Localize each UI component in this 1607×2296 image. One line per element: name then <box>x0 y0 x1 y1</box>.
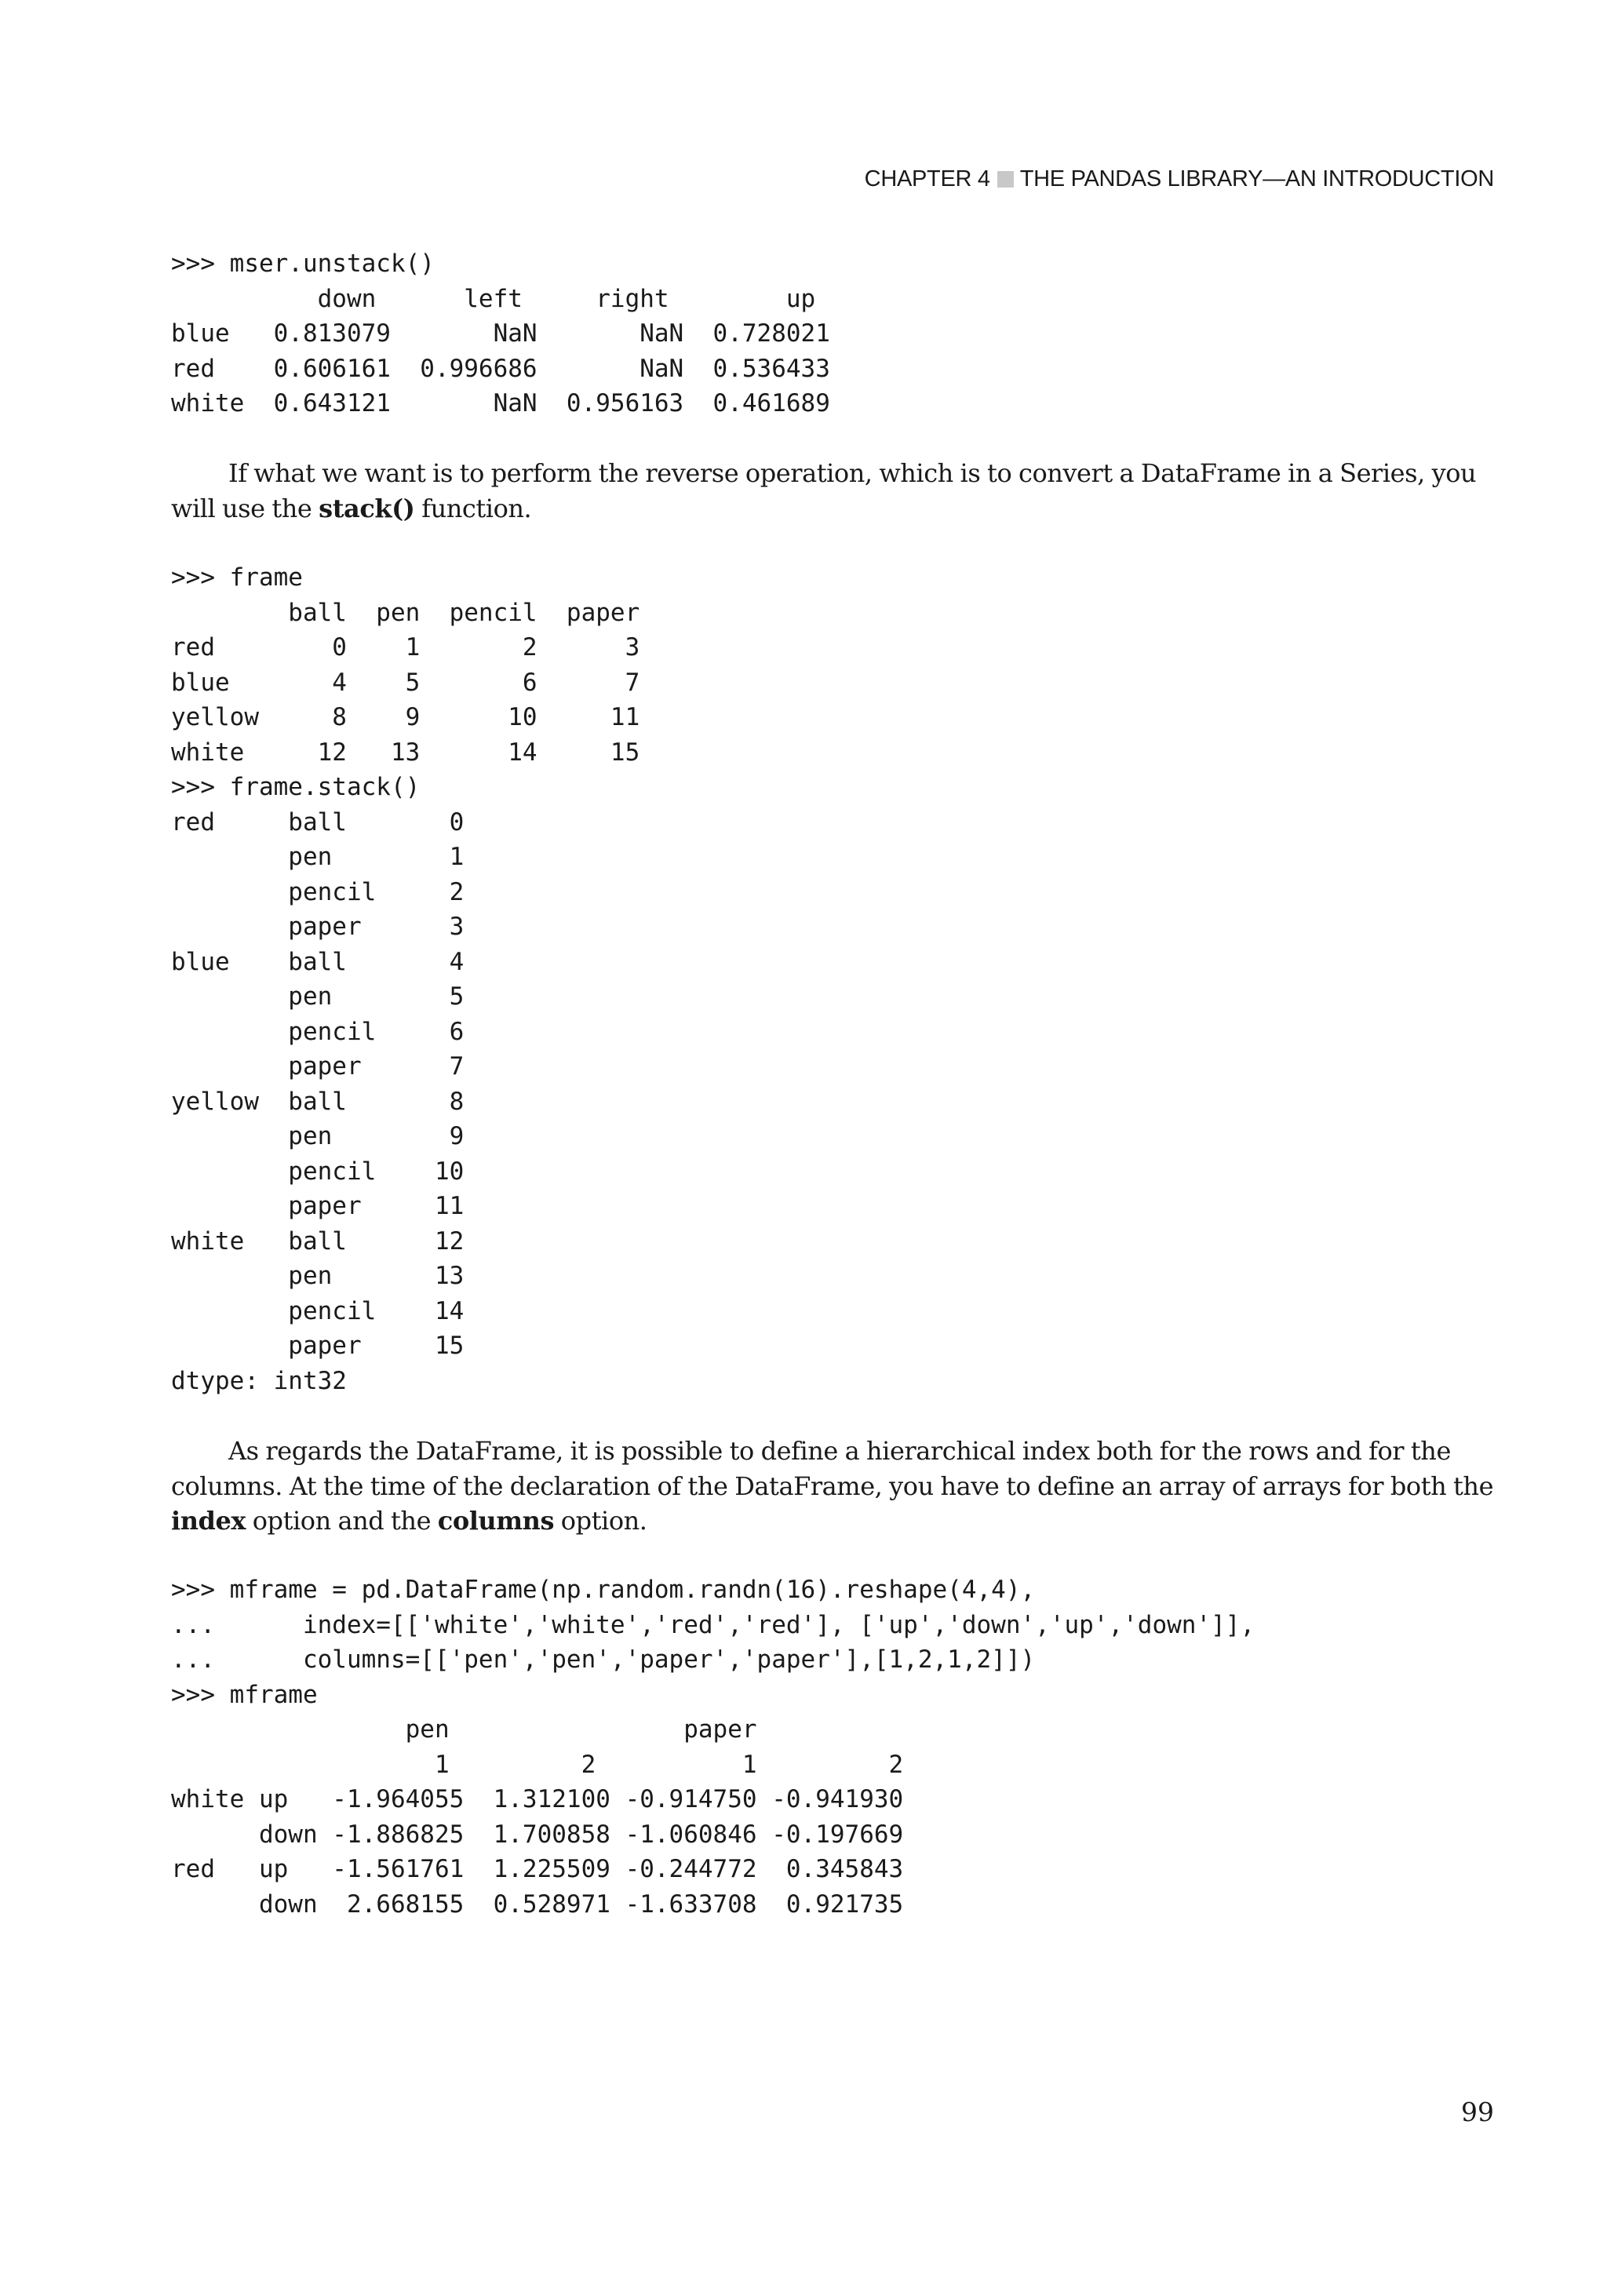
paragraph-stack-intro: If what we want is to perform the reverse operation, which is to convert a DataFrame in a Series, you will use the stack() function. <box>171 458 1477 523</box>
code-line: blue ball 4 <box>171 947 465 976</box>
chapter-label: CHAPTER 4 <box>864 166 990 191</box>
code-block-unstack <box>171 246 830 421</box>
index-option-term: index <box>171 1506 246 1536</box>
code-line: down 2.668155 0.528971 -1.633708 0.921735 <box>171 1890 904 1919</box>
code-line: down left right up <box>171 284 816 313</box>
page-number: 99 <box>1461 2097 1494 2127</box>
code-line: >>> mser.unstack() <box>171 250 435 278</box>
code-line: >>> frame <box>171 563 303 592</box>
code-line: red 0 1 2 3 <box>171 633 640 661</box>
running-header <box>865 166 1494 192</box>
code-line: >>> mframe = pd.DataFrame(np.random.randn(16).reshape(4,4), <box>171 1576 1036 1604</box>
code-line: red up -1.561761 1.225509 -0.244772 0.345843 <box>171 1855 904 1883</box>
code-line: paper 7 <box>171 1052 465 1081</box>
code-line: blue 0.813079 NaN NaN 0.728021 <box>171 319 830 348</box>
code-line: >>> mframe <box>171 1680 318 1709</box>
code-line: ball pen pencil paper <box>171 598 640 627</box>
code-line: paper 15 <box>171 1332 465 1360</box>
code-line: ... index=[['white','white','red','red'], ['up','down','up','down']], <box>171 1610 1255 1639</box>
code-line: pencil 10 <box>171 1157 465 1186</box>
code-line: down -1.886825 1.700858 -1.060846 -0.197669 <box>171 1820 904 1849</box>
chapter-title: THE PANDAS LIBRARY—AN INTRODUCTION <box>1019 166 1494 191</box>
code-line: white 12 13 14 15 <box>171 738 640 767</box>
code-line: red 0.606161 0.996686 NaN 0.536433 <box>171 354 830 383</box>
code-line: pen 13 <box>171 1262 465 1290</box>
code-block-stack <box>171 560 640 1398</box>
code-line: pen 1 <box>171 843 465 871</box>
stack-function-term: stack() <box>319 493 415 523</box>
code-line: white ball 12 <box>171 1226 465 1256</box>
code-block-mframe <box>171 1573 1255 1922</box>
code-line: 1 2 1 2 <box>171 1750 904 1779</box>
header-separator-square-icon <box>997 171 1014 188</box>
code-line: ... columns=[['pen','pen','paper','paper'],[1,2,1,2]]) <box>171 1645 1036 1674</box>
code-line: pen paper <box>171 1715 757 1744</box>
paragraph-hierarchical-index: As regards the DataFrame, it is possible to define a hierarchical index both for the rows and for the columns. At the time of the declaration of the DataFrame, you have to define an array of arrays for both the index option and the columns option. <box>171 1436 1494 1536</box>
code-line: white 0.643121 NaN 0.956163 0.461689 <box>171 389 830 417</box>
columns-option-term: columns <box>437 1506 555 1536</box>
code-line: red ball 0 <box>171 807 465 836</box>
code-line: pen 9 <box>171 1122 465 1150</box>
code-line: pencil 14 <box>171 1296 465 1325</box>
code-line: yellow ball 8 <box>171 1087 465 1116</box>
code-line: paper 11 <box>171 1192 465 1220</box>
code-line: white up -1.964055 1.312100 -0.914750 -0.941930 <box>171 1785 904 1813</box>
code-line: dtype: int32 <box>171 1366 347 1395</box>
code-line: blue 4 5 6 7 <box>171 668 640 697</box>
code-line: yellow 8 9 10 11 <box>171 703 640 731</box>
code-line: pencil 6 <box>171 1017 465 1046</box>
code-line: pencil 2 <box>171 877 465 906</box>
code-line: pen 5 <box>171 982 465 1011</box>
code-line: >>> frame.stack() <box>171 773 421 801</box>
code-line: paper 3 <box>171 913 465 941</box>
